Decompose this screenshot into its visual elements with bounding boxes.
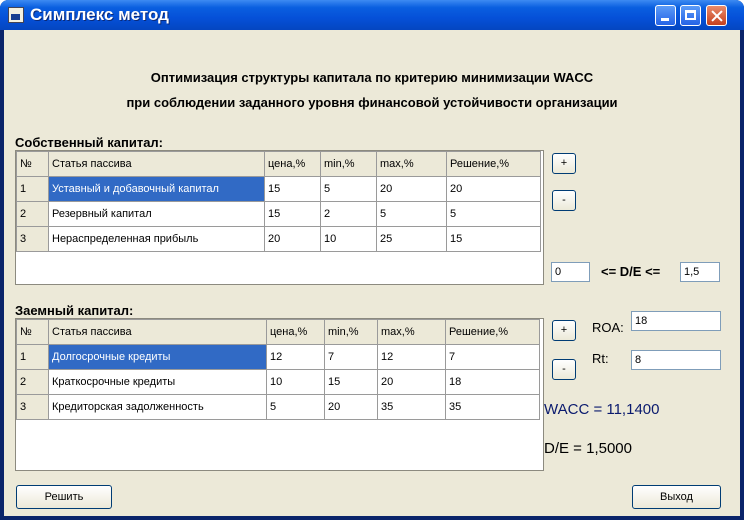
- row-number: 2: [17, 202, 49, 227]
- table-row[interactable]: [17, 202, 541, 227]
- cell-max[interactable]: 25: [377, 227, 447, 252]
- cell-max[interactable]: 20: [378, 370, 446, 395]
- cell-item[interactable]: Нераспределенная прибыль: [49, 227, 265, 252]
- roa-label: ROA:: [592, 320, 624, 335]
- row-number: 1: [17, 345, 49, 370]
- cell-min[interactable]: 15: [325, 370, 378, 395]
- debt-title: Заемный капитал:: [15, 303, 134, 318]
- cell-price[interactable]: 15: [265, 202, 321, 227]
- cell-price[interactable]: 15: [265, 177, 321, 202]
- debt-remove-button[interactable]: -: [552, 359, 576, 380]
- table-row[interactable]: [17, 370, 540, 395]
- column-header: цена,%: [265, 152, 321, 177]
- table-row[interactable]: [17, 395, 540, 420]
- row-number: 3: [17, 395, 49, 420]
- heading-line-1: Оптимизация структуры капитала по критерию минимизации WACC: [150, 70, 594, 85]
- cell-min[interactable]: 5: [321, 177, 377, 202]
- de-result: D/E = 1,5000: [544, 440, 632, 457]
- cell-solution[interactable]: 20: [447, 177, 541, 202]
- cell-min[interactable]: 2: [321, 202, 377, 227]
- close-icon[interactable]: [706, 5, 727, 26]
- roa-input[interactable]: 18: [631, 311, 721, 331]
- row-number: 3: [17, 227, 49, 252]
- column-header: Решение,%: [447, 152, 541, 177]
- cell-solution[interactable]: 5: [447, 202, 541, 227]
- cell-item[interactable]: Долгосрочные кредиты: [49, 345, 267, 370]
- column-header: цена,%: [267, 320, 325, 345]
- rt-input[interactable]: 8: [631, 350, 721, 370]
- de-max-input[interactable]: 1,5: [680, 262, 720, 282]
- debt-table: [16, 319, 540, 420]
- app-icon: [8, 7, 24, 23]
- cell-price[interactable]: 10: [267, 370, 325, 395]
- cell-max[interactable]: 35: [378, 395, 446, 420]
- cell-item[interactable]: Резервный капитал: [49, 202, 265, 227]
- table-row[interactable]: [17, 227, 541, 252]
- row-number: 1: [17, 177, 49, 202]
- heading-line-2: при соблюдении заданного уровня финансовой устойчивости организации: [126, 95, 618, 110]
- equity-header-row: [17, 152, 541, 177]
- equity-add-button[interactable]: +: [552, 153, 576, 174]
- cell-item[interactable]: Уставный и добавочный капитал: [49, 177, 265, 202]
- cell-max[interactable]: 5: [377, 202, 447, 227]
- exit-button[interactable]: Выход: [632, 485, 721, 509]
- table-row[interactable]: [17, 345, 540, 370]
- cell-item[interactable]: Кредиторская задолженность: [49, 395, 267, 420]
- cell-min[interactable]: 10: [321, 227, 377, 252]
- column-header: max,%: [377, 152, 447, 177]
- debt-add-button[interactable]: +: [552, 320, 576, 341]
- equity-remove-button[interactable]: -: [552, 190, 576, 211]
- de-min-input[interactable]: 0: [551, 262, 590, 282]
- table-row[interactable]: [17, 177, 541, 202]
- cell-min[interactable]: 7: [325, 345, 378, 370]
- column-header: №: [17, 320, 49, 345]
- cell-price[interactable]: 5: [267, 395, 325, 420]
- row-number: 2: [17, 370, 49, 395]
- solve-button[interactable]: Решить: [16, 485, 112, 509]
- cell-min[interactable]: 20: [325, 395, 378, 420]
- wacc-result: WACC = 11,1400: [544, 401, 660, 418]
- window-title: Симплекс метод: [30, 5, 169, 24]
- cell-solution[interactable]: 35: [446, 395, 540, 420]
- cell-price[interactable]: 12: [267, 345, 325, 370]
- de-constraint-label: <= D/E <=: [601, 264, 661, 279]
- cell-solution[interactable]: 15: [447, 227, 541, 252]
- cell-max[interactable]: 20: [377, 177, 447, 202]
- cell-max[interactable]: 12: [378, 345, 446, 370]
- column-header: Статья пассива: [49, 152, 265, 177]
- cell-price[interactable]: 20: [265, 227, 321, 252]
- column-header: min,%: [325, 320, 378, 345]
- rt-label: Rt:: [592, 351, 609, 366]
- minimize-icon[interactable]: [655, 5, 676, 26]
- cell-item[interactable]: Краткосрочные кредиты: [49, 370, 267, 395]
- column-header: Решение,%: [446, 320, 540, 345]
- column-header: №: [17, 152, 49, 177]
- column-header: max,%: [378, 320, 446, 345]
- column-header: Статья пассива: [49, 320, 267, 345]
- client-area: [4, 30, 740, 516]
- debt-header-row: [17, 320, 540, 345]
- title-bar[interactable]: [0, 0, 744, 30]
- equity-title: Собственный капитал:: [15, 135, 164, 150]
- maximize-icon[interactable]: [680, 5, 701, 26]
- column-header: min,%: [321, 152, 377, 177]
- cell-solution[interactable]: 18: [446, 370, 540, 395]
- cell-solution[interactable]: 7: [446, 345, 540, 370]
- equity-grid[interactable]: [15, 150, 544, 285]
- debt-grid[interactable]: [15, 318, 544, 471]
- equity-table: [16, 151, 541, 252]
